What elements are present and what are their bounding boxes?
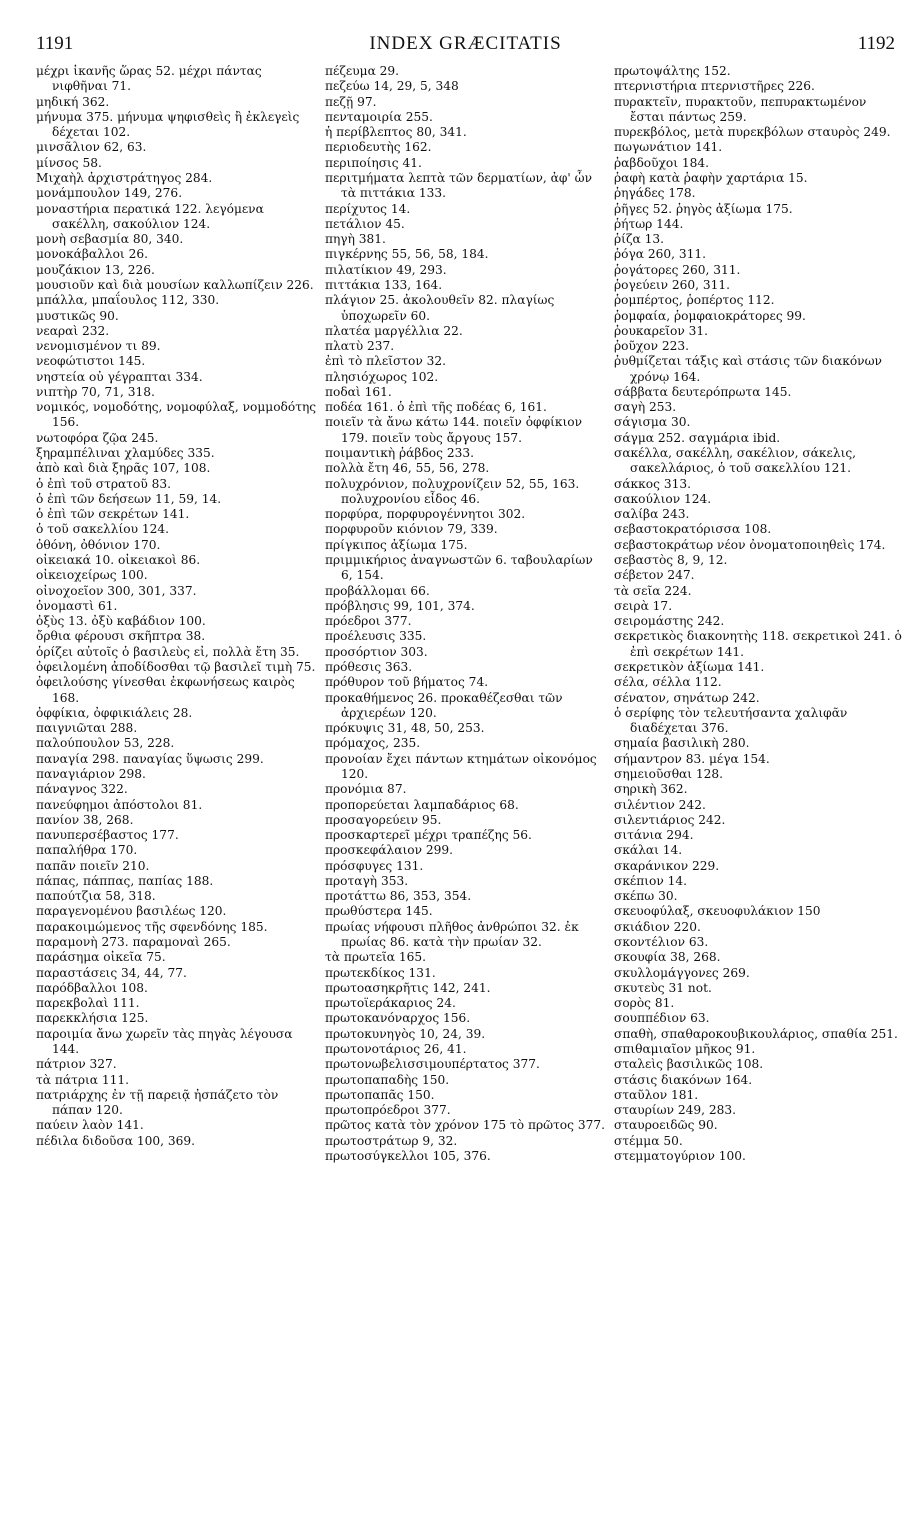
index-entry: πετάλιον 45.	[325, 216, 405, 231]
index-entry: σηρικὴ 362.	[614, 782, 688, 797]
index-entry: σπαθὴ, σπαθαροκουβικουλάριος, σπαθία 251.	[614, 1026, 898, 1041]
index-entry: σπιθαμιαῖον μῆκος 91.	[614, 1042, 756, 1056]
index-entry: πανεύφημοι ἀπόστολοι 81.	[36, 797, 203, 812]
index-entry: ὁ ἐπὶ τῶν σεκρέτων 141.	[36, 507, 190, 522]
index-entry: μυστικῶς 90.	[36, 308, 119, 323]
index-entry: πανυπερσέβαστος 177.	[36, 828, 179, 843]
index-entry: στεμματογύριον 100.	[614, 1148, 746, 1163]
index-entry: πρωτονωβελισσιμουπέρτατος 377.	[325, 1057, 540, 1072]
index-entry: ῥήτωρ 144.	[614, 216, 684, 231]
index-entry: προέλευσις 335.	[325, 629, 427, 644]
index-entry: πολλὰ ἔτη 46, 55, 56, 278.	[325, 461, 490, 476]
index-entry: πάπας, πάππας, παπίας 188.	[36, 873, 214, 888]
index-entry: σεκρετικὸς διακονητὴς 118. σεκρετικοὶ 241. ὁ ἐπὶ σεκρέτων 141.	[614, 629, 902, 659]
index-entry: σάββατα δευτερόπρωτα 145.	[614, 384, 792, 399]
index-entry: τὰ σεῖα 224.	[614, 583, 692, 598]
index-entry: ῥαβδοῦχοι 184.	[614, 155, 710, 170]
index-entry: σεβαστοκράτωρ νέον ὀνοματοποιηθεὶς 174.	[614, 537, 886, 552]
index-entry: τὰ πρωτεῖα 165.	[325, 950, 427, 965]
index-entry: πιττάκια 133, 164.	[325, 277, 443, 292]
index-entry: παπούτζια 58, 318.	[36, 889, 156, 904]
index-entry: μουζάκιον 13, 226.	[36, 262, 155, 277]
index-entry: πρόκυψις 31, 48, 50, 253.	[325, 721, 485, 736]
index-entry: μοναστήρια περατικά 122. λεγόμενα σακέλλη, σακούλιον 124.	[36, 201, 264, 231]
index-entry: πρωτεκδίκος 131.	[325, 965, 436, 980]
index-entry: παπᾶν ποιεῖν 210.	[36, 858, 150, 873]
index-entry: ῥαφὴ κατὰ ῥαφὴν χαρτάρια 15.	[614, 170, 808, 185]
index-entry: σημειοῦσθαι 128.	[614, 766, 724, 781]
index-entry: σένατον, σηνάτωρ 242.	[614, 690, 760, 705]
index-entry: πλατέα μαργέλλια 22.	[325, 323, 463, 338]
index-entry: πυρεκβόλος, μετὰ πυρεκβόλων σταυρὸς 249.	[614, 125, 891, 140]
index-entry: σκοντέλιον 63.	[614, 935, 709, 950]
index-entry: περιτμήματα λεπτὰ τῶν δερματίων, ἀφ' ὧν τὰ πιττάκια 133.	[325, 170, 593, 201]
index-entry: μπάλλα, μπαΐουλος 112, 330.	[36, 293, 220, 308]
index-entry: σταῦλον 181.	[614, 1087, 699, 1102]
index-entry: πρῶτος κατὰ τὸν χρόνον 175 τὸ πρῶτος 377.	[325, 1118, 605, 1133]
index-entry: ὀφφίκια, ὀφφικιάλεις 28.	[36, 705, 193, 720]
index-entry: σκουφία 38, 268.	[614, 950, 721, 965]
index-entry: πορφυροῦν κιόνιον 79, 339.	[325, 522, 498, 537]
index-entry: ὁρίζει αὐτοῖς ὁ βασιλεὺς εἰ, πολλὰ ἔτη 35.	[36, 644, 300, 659]
index-entry: πρωτοψάλτης 152.	[614, 64, 731, 78]
index-entry: προσαγορεύειν 95.	[325, 812, 442, 827]
index-entry: ὁ τοῦ σακελλίου 124.	[36, 522, 170, 537]
index-entry: ῥίζα 13.	[614, 232, 665, 247]
index-entry: προσόρτιον 303.	[325, 644, 428, 659]
index-entry: προσκαρτερεῖ μέχρι τραπέζης 56.	[325, 828, 532, 843]
index-entry: πρωτοπαπαδὴς 150.	[325, 1072, 450, 1087]
index-entry: σέλα, σέλλα 112.	[614, 675, 722, 690]
index-entry: πρόμαχος, 235.	[325, 736, 421, 751]
index-entry: οἰνοχοεῖον 300, 301, 337.	[36, 583, 197, 598]
index-entry: ὀξὺς 13. ὀξὺ καβάδιον 100.	[36, 614, 206, 629]
index-entry: μίνσος 58.	[36, 155, 102, 170]
index-entry: πολυχρόνιον, πολυχρονίζειν 52, 55, 163. πολυχρονίου εἶδος 46.	[325, 476, 580, 506]
index-entry: πρωτοπαπᾶς 150.	[325, 1087, 435, 1102]
index-entry: νεαραὶ 232.	[36, 323, 110, 338]
index-entry: σκέπω 30.	[614, 889, 678, 904]
index-entry: σιλέντιον 242.	[614, 797, 706, 812]
index-entry: παραστάσεις 34, 44, 77.	[36, 965, 187, 980]
index-entry: παιγνιῶται 288.	[36, 721, 138, 736]
index-entry: πρωτοπρόεδροι 377.	[325, 1103, 451, 1118]
index-entry: σεβαστὸς 8, 9, 12.	[614, 553, 728, 567]
index-entry: ῥογάτορες 260, 311.	[614, 262, 741, 277]
index-entry: ὁ ἐπὶ τοῦ στρατοῦ 83.	[36, 476, 171, 491]
index-entry: παραμονὴ 273. παραμοναὶ 265.	[36, 935, 231, 950]
index-entry: πωγωνάτιον 141.	[614, 140, 723, 155]
index-entry: πρόθυρον τοῦ βήματος 74.	[325, 675, 489, 690]
index-entry: πτερνιστήρια πτερνιστῆρες 226.	[614, 79, 815, 94]
index-entry: ποιμαντικὴ ῥάβδος 233.	[325, 446, 474, 461]
index-entry: σαλίβα 243.	[614, 507, 690, 522]
index-entry: ποδέα 161. ὁ ἐπὶ τῆς ποδέας 6, 161.	[325, 400, 547, 415]
index-entry: ξηραμπέλιναι χλαμύδες 335.	[36, 446, 215, 461]
index-entry: ῥομπέρτος, ῥοπέρτος 112.	[614, 293, 775, 308]
index-column-2	[325, 64, 607, 1164]
index-entry: ποιεῖν τὰ ἄνω κάτω 144. ποιεῖν ὀφφίκιον 179. ποιεῖν τοὺς ἄργους 157.	[325, 415, 583, 445]
index-entry: πριμμικήριος ἀναγνωστῶν 6. ταβουλαρίων 6, 154.	[325, 553, 593, 583]
index-entry: νενομισμένον τι 89.	[36, 339, 161, 354]
index-entry: πρωτοκανόναρχος 156.	[325, 1011, 471, 1026]
index-entry: ὀθόνη, ὀθόνιον 170.	[36, 537, 161, 552]
index-entry: σκυλλομάγγονες 269.	[614, 965, 750, 980]
index-entry: ποδαὶ 161.	[325, 384, 392, 399]
index-entry: ἐπὶ τὸ πλεῖστον 32.	[325, 354, 447, 369]
index-entry: παροιμία ἄνω χωρεῖν τὰς πηγὰς λέγουσα 144.	[36, 1026, 293, 1056]
index-entry: σταυρίων 249, 283.	[614, 1103, 737, 1118]
index-entry: ῥουκαρεῖον 31.	[614, 323, 709, 338]
index-entry: μονοκάβαλλοι 26.	[36, 247, 148, 262]
page-number-right: 1192	[857, 33, 895, 54]
index-entry: σήμαντρον 83. μέγα 154.	[614, 751, 770, 766]
index-entry: περιοδευτὴς 162.	[325, 140, 432, 155]
index-entry: σειρὰ 17.	[614, 598, 673, 613]
index-entry: πρόσφυγες 131.	[325, 858, 424, 873]
index-entry: ὀφειλομένη ἀποδίδοσθαι τῷ βασιλεῖ τιμὴ 75.	[36, 659, 316, 674]
index-entry: προσκεφάλαιον 299.	[325, 843, 454, 858]
index-entry: ὁ ἐπὶ τῶν δεήσεων 11, 59, 14.	[36, 491, 222, 506]
index-entry: ῥοῦχον 223.	[614, 339, 690, 354]
index-entry: πρωτοκυνηγὸς 10, 24, 39.	[325, 1026, 486, 1041]
index-entry: παρεκκλήσια 125.	[36, 1011, 149, 1026]
index-entry: οἰκειοχείρως 100.	[36, 568, 148, 583]
index-entry: πλησιόχωρος 102.	[325, 369, 439, 384]
index-entry: παναγιάριον 298.	[36, 766, 146, 781]
index-entry: πυρακτεῖν, πυρακτοῦν, πεπυρακτωμένον ἔσται πάντως 259.	[614, 94, 867, 124]
index-entry: πρίγκιπος ἀξίωμα 175.	[325, 537, 468, 552]
index-entry: σταλεὶς βασιλικῶς 108.	[614, 1057, 764, 1072]
index-entry: σειρομάστης 242.	[614, 614, 725, 629]
index-entry: σεβαστοκρατόρισσα 108.	[614, 522, 772, 537]
index-entry: πρωτοστράτωρ 9, 32.	[325, 1133, 458, 1148]
index-entry: οἰκειακά 10. οἰκειακοὶ 86.	[36, 553, 201, 567]
index-entry: ῥυθμίζεται τάξις καὶ στάσις τῶν διακόνων χρόνῳ 164.	[614, 354, 882, 384]
index-entry: σιλεντιάριος 242.	[614, 812, 726, 827]
index-entry: νηστεία οὐ γέγραπται 334.	[36, 369, 203, 384]
index-entry: σαγὴ 253.	[614, 400, 677, 415]
index-entry: παράσημα οἰκεῖα 75.	[36, 950, 166, 965]
index-entry: ἡ περίβλεπτος 80, 341.	[325, 125, 467, 140]
index-entry: πατριάρχης ἐν τῇ παρειᾷ ἠσπάζετο τὸν πάπαν 120.	[36, 1087, 279, 1118]
index-entry: πλάγιον 25. ἀκολουθεῖν 82. πλαγίως ὑποχωρεῖν 60.	[325, 293, 555, 323]
index-entry: πέζευμα 29.	[325, 64, 400, 78]
index-entry: στέμμα 50.	[614, 1133, 683, 1148]
index-entry: προβάλλομαι 66.	[325, 583, 430, 598]
index-entry: σάγμα 252. σαγμάρια ibid.	[614, 430, 781, 445]
index-entry: σακούλιον 124.	[614, 491, 712, 506]
index-entry: πρωίας νήφουσι πλῆθος ἀνθρώποι 32. ἐκ πρωίας 86. κατὰ τὴν πρωίαν 32.	[325, 919, 579, 950]
index-entry: σουππέδιον 63.	[614, 1011, 710, 1026]
index-entry: πορφύρα, πορφυρογέννητοι 302.	[325, 507, 526, 522]
index-entry: περιποίησις 41.	[325, 155, 422, 170]
index-entry: ἀπὸ καὶ διὰ ξηρᾶς 107, 108.	[36, 461, 211, 476]
index-entry: σακέλλα, σακέλλη, σακέλιον, σάκελις, σακελλάριος, ὁ τοῦ σακελλίου 121.	[614, 446, 857, 476]
index-entry: σταυροειδῶς 90.	[614, 1118, 718, 1133]
index-entry: πάναγνος 322.	[36, 782, 128, 797]
index-entry: ῥηγάδες 178.	[614, 186, 696, 201]
index-entry: πάτριον 327.	[36, 1057, 117, 1072]
index-entry: μινσᾶλιον 62, 63.	[36, 140, 147, 155]
index-entry: σκέπιον 14.	[614, 873, 688, 888]
index-entry: ῥομφαία, ῥομφαιοκράτορες 99.	[614, 308, 806, 323]
index-entry: σημαία βασιλικὴ 280.	[614, 736, 750, 751]
index-entry: πρωτοϊεράκαριος 24.	[325, 996, 456, 1011]
index-entry: πρωθύστερα 145.	[325, 904, 433, 919]
index-entry: πιλατίκιον 49, 293.	[325, 262, 447, 277]
index-entry: ὁ σερίφης τὸν τελευτήσαντα χαλιφᾶν διαδέχεται 376.	[614, 705, 848, 736]
running-header	[36, 33, 895, 59]
index-entry: μήνυμα 375. μήνυμα ψηφισθεὶς ἢ ἐκλεγεὶς δέχεται 102.	[36, 109, 300, 140]
page-number-left: 1191	[36, 33, 74, 54]
index-entry: πλατὺ 237.	[325, 339, 395, 354]
index-entry: μονάμπουλον 149, 276.	[36, 186, 183, 201]
index-entry: σιτάνια 294.	[614, 828, 694, 843]
index-entry: μονὴ σεβασμία 80, 340.	[36, 232, 184, 247]
index-entry: πρωτοσύγκελλοι 105, 376.	[325, 1148, 491, 1163]
index-entry: σκυτεὺς 31 not.	[614, 980, 712, 995]
index-entry: παπαλήθρα 170.	[36, 843, 138, 858]
index-entry: παύειν λαὸν 141.	[36, 1118, 144, 1133]
index-entry: προτάττω 86, 353, 354.	[325, 889, 472, 904]
index-entry: πιγκέρνης 55, 56, 58, 184.	[325, 247, 489, 262]
index-entry: σάγισμα 30.	[614, 415, 691, 430]
index-entry: προνόμια 87.	[325, 782, 407, 797]
index-entry: νεοφώτιστοι 145.	[36, 354, 146, 369]
index-entry: πρόεδροι 377.	[325, 614, 412, 629]
index-entry: σορὸς 81.	[614, 996, 675, 1011]
index-entry: Μιχαὴλ ἀρχιστράτηγος 284.	[36, 170, 213, 185]
index-entry: πεζῇ 97.	[325, 94, 377, 109]
index-entry: σεκρετικὸν ἀξίωμα 141.	[614, 659, 765, 674]
index-entry: σέβετον 247.	[614, 568, 695, 583]
index-entry: πρόθεσις 363.	[325, 659, 413, 674]
index-entry: προπορεύεται λαμπαδάριος 68.	[325, 797, 519, 812]
index-entry: πρωτοασηκρῆτις 142, 241.	[325, 980, 491, 995]
index-entry: σάκκος 313.	[614, 476, 691, 491]
index-entry: παραγενομένου βασιλέως 120.	[36, 904, 227, 919]
index-entry: παρεκβολαὶ 111.	[36, 996, 140, 1011]
index-entry: μέχρι ἱκανῆς ὥρας 52. μέχρι πάντας νιφθῆναι 71.	[36, 64, 262, 94]
index-entry: τὰ πάτρια 111.	[36, 1072, 130, 1087]
index-entry: παρακοιμώμενος τῆς σφενδόνης 185.	[36, 919, 268, 934]
index-entry: περίχυτος 14.	[325, 201, 411, 216]
index-entry: προταγὴ 353.	[325, 873, 409, 888]
page-title: INDEX GRÆCITATIS	[369, 33, 562, 54]
index-entry: μηδική 362.	[36, 94, 110, 109]
index-entry: προκαθήμενος 26. προκαθέζεσθαι τῶν ἀρχιερέων 120.	[325, 690, 563, 720]
index-entry: ὀνομαστὶ 61.	[36, 598, 118, 613]
index-entry: παναγία 298. παναγίας ὕψωσις 299.	[36, 751, 264, 766]
index-column-3	[614, 64, 904, 1164]
index-entry: σκαράνικον 229.	[614, 858, 720, 873]
index-entry: πηγὴ 381.	[325, 232, 386, 247]
index-entry: σκιάδιον 220.	[614, 919, 701, 934]
index-entry: στάσις διακόνων 164.	[614, 1072, 753, 1087]
index-entry: πανίον 38, 268.	[36, 812, 134, 827]
index-entry: πεζεύω 14, 29, 5, 348	[325, 79, 459, 94]
index-entry: πενταμοιρία 255.	[325, 109, 433, 124]
index-entry: μουσιοῦν καὶ διὰ μουσίων καλλωπίζειν 226.	[36, 277, 314, 292]
index-entry: παρόδβαλλοι 108.	[36, 980, 148, 995]
index-entry: ῥῆγες 52. ῥηγὸς ἀξίωμα 175.	[614, 201, 793, 216]
index-entry: ῥόγα 260, 311.	[614, 247, 707, 262]
index-entry: πρόβλησις 99, 101, 374.	[325, 598, 475, 613]
index-entry: πρωτονοτάριος 26, 41.	[325, 1042, 467, 1056]
index-entry: ὀφειλούσης γίνεσθαι ἐκφωνήσεως καιρὸς 168.	[36, 675, 295, 705]
index-entry: σκάλαι 14.	[614, 843, 683, 858]
index-entry: νιπτὴρ 70, 71, 318.	[36, 384, 155, 399]
index-entry: νομικός, νομοδότης, νομοφύλαξ, νομμοδότης 156.	[36, 400, 317, 430]
index-column-1	[36, 64, 318, 1149]
index-entry: σκευοφύλαξ, σκευοφυλάκιον 150	[614, 904, 821, 919]
index-entry: παλούπουλον 53, 228.	[36, 736, 175, 751]
index-entry: ῥογεύειν 260, 311.	[614, 277, 731, 292]
index-entry: νωτοφόρα ζῷα 245.	[36, 430, 159, 445]
index-entry: προνοίαν ἔχει πάντων κτημάτων οἰκονόμος 120.	[325, 751, 597, 781]
index-entry: πέδιλα διδοῦσα 100, 369.	[36, 1133, 196, 1148]
index-entry: ὄρθια φέρουσι σκῆπτρα 38.	[36, 629, 206, 644]
